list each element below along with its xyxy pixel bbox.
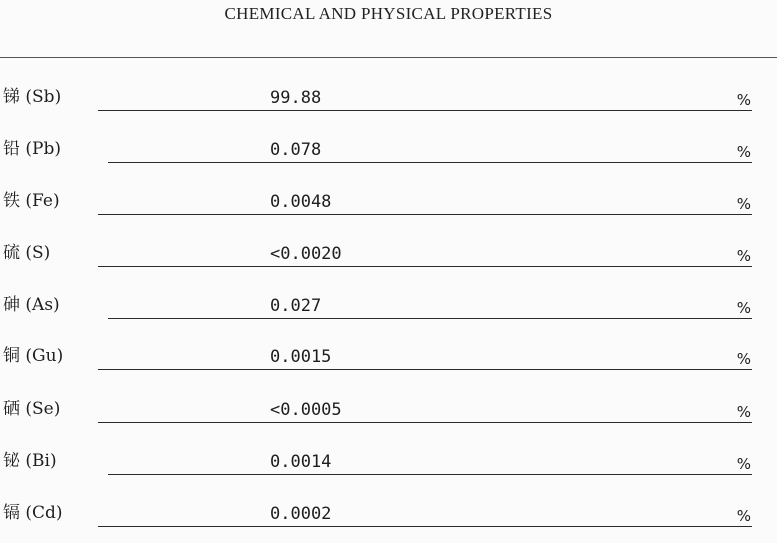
fill-line — [108, 318, 752, 319]
property-label: 铅 (Pb) — [3, 139, 61, 159]
property-row-cd — [0, 502, 777, 532]
unit-label: % — [736, 299, 751, 317]
fill-line — [108, 162, 752, 163]
property-row-s — [0, 242, 777, 272]
property-label: 铁 (Fe) — [3, 191, 60, 211]
fill-line — [98, 369, 752, 370]
property-row-fe — [0, 190, 777, 220]
property-value: 0.078 — [270, 140, 322, 160]
property-row-pb — [0, 138, 777, 168]
unit-label: % — [736, 91, 751, 109]
property-value: 0.0002 — [270, 504, 332, 524]
fill-line — [98, 110, 752, 111]
document-title: CHEMICAL AND PHYSICAL PROPERTIES — [224, 4, 553, 23]
property-value: <0.0020 — [270, 244, 342, 264]
fill-line — [98, 526, 752, 527]
property-row-as — [0, 294, 777, 324]
property-value: 0.0048 — [270, 192, 332, 212]
property-label: 硫 (S) — [3, 243, 51, 263]
property-value: 0.0015 — [270, 347, 332, 367]
property-label: 铜 (Gu) — [3, 346, 64, 366]
fill-line — [98, 266, 752, 267]
unit-label: % — [736, 455, 751, 473]
property-row-gu — [0, 345, 777, 375]
property-value: <0.0005 — [270, 400, 342, 420]
property-row-sb — [0, 86, 777, 116]
unit-label: % — [736, 350, 751, 368]
property-value: 0.027 — [270, 296, 322, 316]
fill-line — [98, 422, 752, 423]
unit-label: % — [736, 195, 751, 213]
property-value: 99.88 — [270, 88, 322, 108]
unit-label: % — [736, 507, 751, 525]
property-label: 硒 (Se) — [3, 399, 61, 419]
fill-line — [108, 474, 752, 475]
unit-label: % — [736, 247, 751, 265]
property-label: 锑 (Sb) — [3, 87, 62, 107]
fill-line — [98, 214, 752, 215]
property-label: 砷 (As) — [3, 295, 60, 315]
unit-label: % — [736, 403, 751, 421]
property-value: 0.0014 — [270, 452, 332, 472]
property-label: 铋 (Bi) — [3, 451, 57, 471]
header-divider — [0, 57, 777, 58]
property-label: 镉 (Cd) — [3, 503, 63, 523]
property-row-se — [0, 398, 777, 428]
unit-label: % — [736, 143, 751, 161]
property-row-bi — [0, 450, 777, 480]
